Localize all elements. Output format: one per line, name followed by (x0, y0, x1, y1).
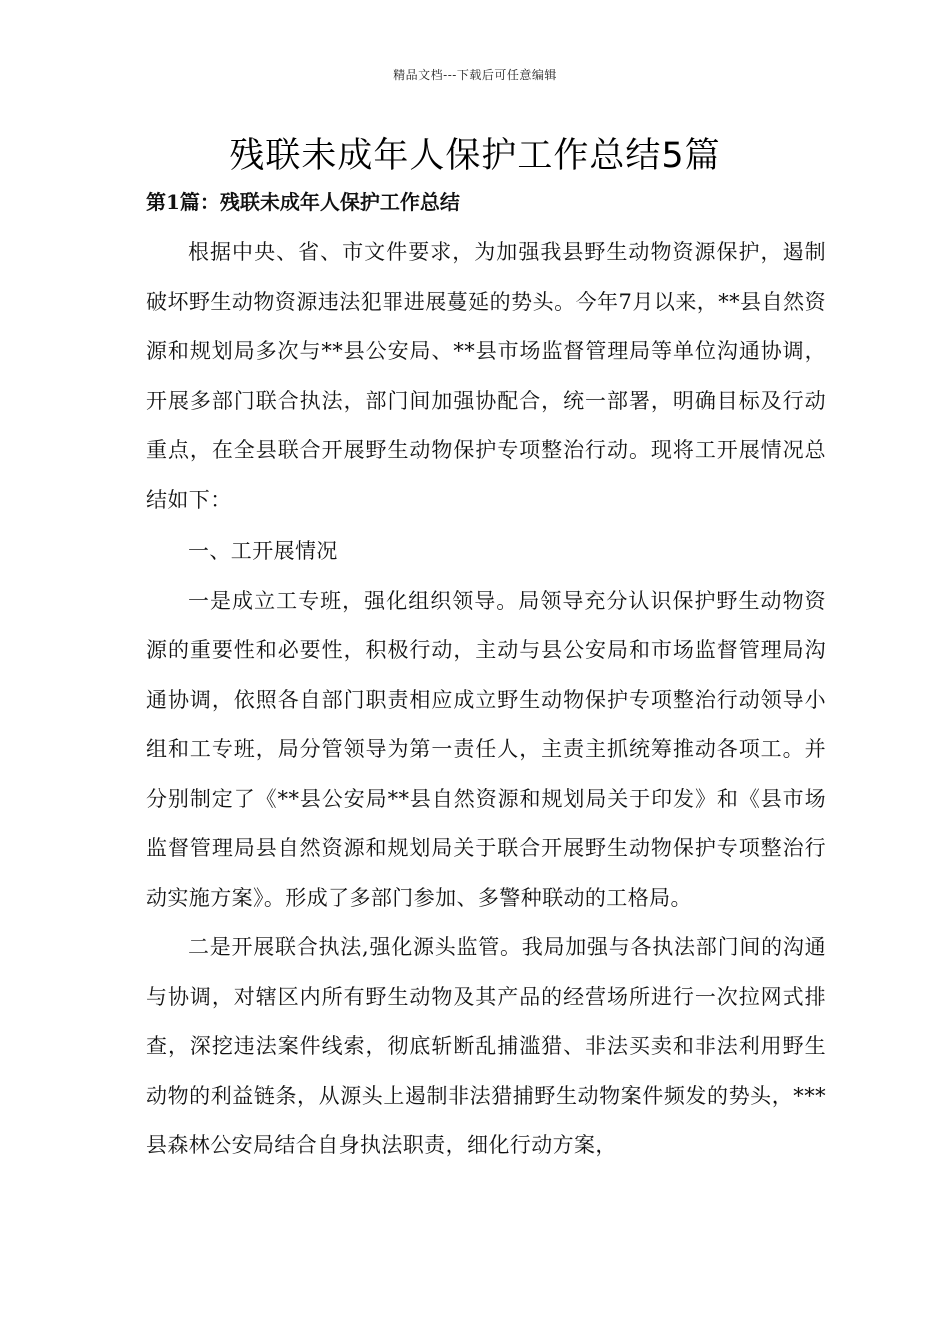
subheading-progress: 一、工开展情况 (188, 539, 338, 563)
paragraph-intro: 根据中央、省、市文件要求，为加强我县野生动物资源保护，遏制破坏野生动物资源违法犯罪进展蔓延的势头。今年7月以来，**县自然资源和规划局多次与**县公安局、**县市场监督管理局等单位沟通协调，开展多部门联合执法，部门间加强协配合，统一部署，明确目标及行动重点，在全县联合开展野生动物保护专项整治行动。现将工开展情况总结如下： (146, 240, 826, 512)
paragraph-joint-enforcement: 二是开展联合执法,强化源头监管。我局加强与各执法部门间的沟通与协调，对辖区内所有野生动物及其产品的经营场所进行一次拉网式排查，深挖违法案件线索，彻底斩断乱捕滥猎、非法买卖和非法利用野生动物的利益链条，从源头上遏制非法猎捕野生动物案件频发的势头，***县森林公安局结合自身执法职责，细化行动方案， (146, 935, 826, 1157)
paragraph-task-force: 一是成立工专班，强化组织领导。局领导充分认识保护野生动物资源的重要性和必要性，积极行动，主动与县公安局和市场监督管理局沟通协调，依照各自部门职责相应成立野生动物保护专项整治行动领导小组和工专班，局分管领导为第一责任人，主责主抓统筹推动各项工。并分别制定了《**县公安局**县自然资源和规划局关于印发》和《县市场监督管理局县自然资源和规划局关于联合开展野生动物保护专项整治行动实施方案》。形成了多部门参加、多警种联动的工格局。 (146, 588, 826, 910)
document-body (146, 228, 826, 1171)
section-heading: 第1篇：残联未成年人保护工作总结 (146, 190, 460, 214)
document-title: 残联未成年人保护工作总结5篇 (229, 136, 721, 176)
header-note: 精品文档---下载后可任意编辑 (393, 68, 557, 82)
